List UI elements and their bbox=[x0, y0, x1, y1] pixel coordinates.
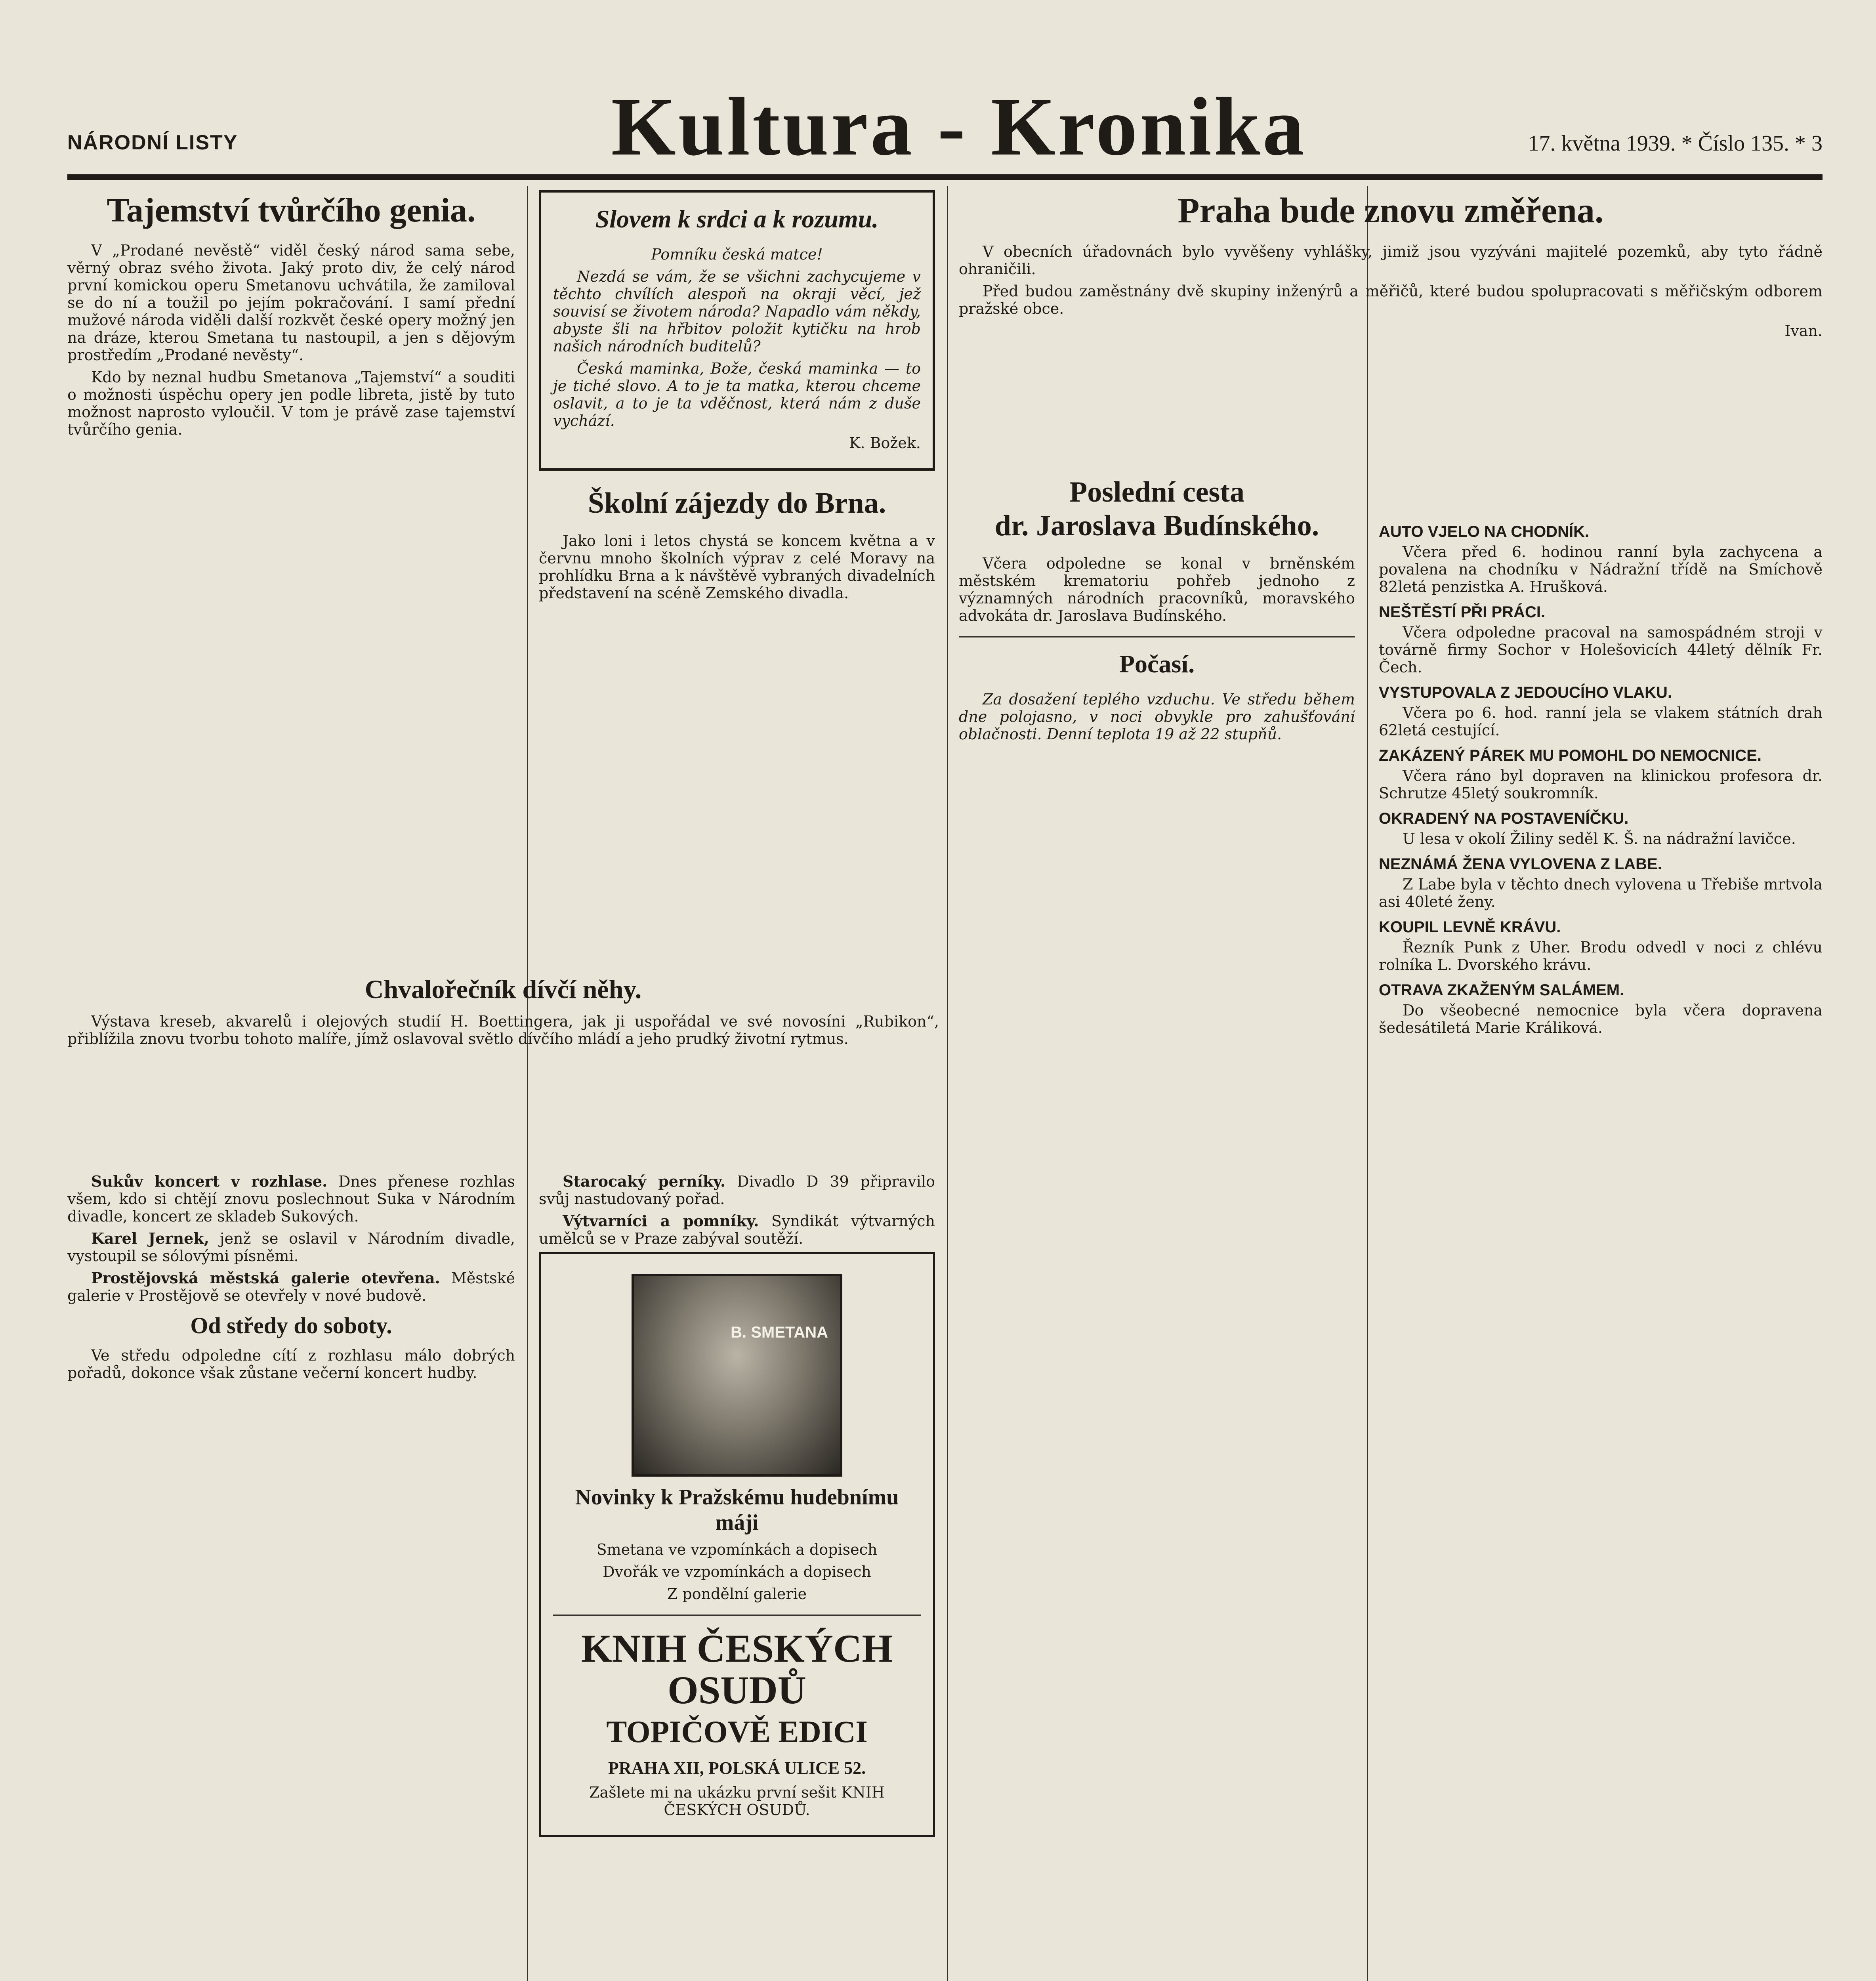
slovem-box bbox=[539, 190, 935, 471]
column-rule bbox=[947, 186, 948, 1981]
article-paragraph: Včera odpoledne se konal v brněnském městském krematoriu pohřeb jednoho z významných národních pracovníků, moravského advokáta dr. Jaroslava Budínského. bbox=[959, 555, 1355, 624]
article-headline: Školní zájezdy do Brna. bbox=[588, 487, 886, 519]
kronika-title: ZAKÁZENÝ PÁREK MU POMOHL DO NEMOCNICE. bbox=[1379, 747, 1761, 764]
kronika-text: Včera odpoledne pracoval na samospádném stroji v továrně firmy Sochor v Holešovicích 44letý dělník Fr. Čech. bbox=[1379, 624, 1823, 676]
article-greeting: Pomníku česká matce! bbox=[651, 246, 823, 263]
ad-book: Smetana ve vzpomínkách a dopisech bbox=[596, 1541, 878, 1558]
news-item: Prostějovská městská galerie otevřena. Městské galerie v Prostějově se otevřely v nové budově. bbox=[67, 1269, 515, 1304]
paper-name: NÁRODNÍ LISTY bbox=[67, 131, 238, 154]
news-item: Starocaký perníky. Divadlo D 39 připravilo svůj nastudovaný pořad. bbox=[539, 1173, 935, 1208]
kronika-text: Z Labe byla v těchto dnech vylovena u Třebiše mrtvola asi 40leté ženy. bbox=[1379, 876, 1823, 910]
article-subhead: Chvalořečník dívčí něhy. bbox=[365, 975, 642, 1004]
kronika-text: Řezník Punk z Uher. Brodu odvedl v noci z chlévu rolníka L. Dvorského krávu. bbox=[1379, 939, 1823, 973]
article-headline: Slovem k srdci a k rozumu. bbox=[595, 205, 879, 233]
issue-info: 17. května 1939. * Číslo 135. * 3 bbox=[1528, 131, 1823, 156]
article-headline: Tajemství tvůrčího genia. bbox=[107, 191, 476, 229]
kronika-text: Včera po 6. hod. ranní jela se vlakem státních drah 62letá cestující. bbox=[1379, 704, 1823, 739]
kronika-title: NEZNÁMÁ ŽENA VYLOVENA Z LABE. bbox=[1379, 855, 1662, 873]
ad-headline: KNIH ČESKÝCH OSUDŮ bbox=[581, 1626, 893, 1712]
middle-column bbox=[539, 1173, 935, 1981]
kronika-text: Včera před 6. hodinou ranní byla zachycena a povalena na chodníku v Nádražní třídě na Smíchově 82letá penzistka A. Hrušková. bbox=[1379, 543, 1823, 595]
article-paragraph: V obecních úřadovnách bylo vyvěšeny vyhlášky, jimiž jsou vyzýváni majitelé pozemků, aby tyto řádně ohraničili. bbox=[959, 243, 1823, 278]
kronika-text: Včera ráno byl dopraven na klinickou profesora dr. Schrutze 45letý soukromník. bbox=[1379, 767, 1823, 802]
kronika-title: VYSTUPOVALA Z JEDOUCÍHO VLAKU. bbox=[1379, 684, 1672, 701]
ad-address: PRAHA XII, POLSKÁ ULICE 52. bbox=[608, 1758, 866, 1778]
news-item: Výtvarníci a pomníky. Syndikát výtvarných umělců se v Praze zabýval soutěží. bbox=[539, 1212, 935, 1247]
book-advertisement bbox=[539, 1252, 935, 1837]
kronika-title: OKRADENÝ NA POSTAVENÍČKU. bbox=[1379, 810, 1629, 827]
masthead bbox=[67, 71, 1823, 180]
ad-publisher: TOPIČOVĚ EDICI bbox=[606, 1714, 868, 1749]
article-paragraph: V „Prodané nevěstě“ viděl český národ sama sebe, věrný obraz svého života. Jaký proto div, že celý národ první komickou operu Smetanovu uchvátila, že zamiloval se do ní a toužil po jejím pokračování. I samí přední mužové národa viděli další rozkvět české opery možný jen na dráze, kterou Smetana tu nastoupil, a jen s dějovým prostředím „Prodané nevěsty“. bbox=[67, 242, 515, 364]
section-title: Kultura - Kronika bbox=[611, 81, 1307, 173]
divider bbox=[553, 1615, 921, 1616]
article-signature: K. Božek. bbox=[849, 434, 921, 452]
news-item: Sukův koncert v rozhlase. Dnes přenese rozhlas všem, kdo si chtějí znovu poslechnout Suka v Národním divadle, koncert ze skladeb Sukových. bbox=[67, 1173, 515, 1225]
ad-book: Dvořák ve vzpomínkách a dopisech bbox=[603, 1563, 871, 1580]
article-praha bbox=[959, 190, 1823, 468]
kronika-title: OTRAVA ZKAŽENÝM SALÁMEM. bbox=[1379, 981, 1624, 999]
news-item: Karel Jernek, jenž se oslavil v Národním divadle, vystoupil se sólovými písněmi. bbox=[67, 1229, 515, 1265]
article-paragraph: Výstava kreseb, akvarelů i olejových studií H. Boettingera, jak ji uspořádal ve své novosíni „Rubikon“, přiblížila znovu tvorbu tohoto malíře, jímž oslavoval světlo dívčího mládí a jeho prudký životní rytmus. bbox=[67, 1013, 939, 1048]
kronika-title: AUTO VJELO NA CHODNÍK. bbox=[1379, 523, 1590, 540]
article-headline: dr. Jaroslava Budínského. bbox=[994, 510, 1319, 542]
kronika-column bbox=[1379, 515, 1823, 1981]
ad-book: Z pondělní galerie bbox=[667, 1585, 807, 1603]
article-paragraph: Jako loni i letos chystá se koncem května a v červnu mnoho školních výprav z celé Moravy na prohlídku Brna a k návštěvě vybraných divadelních představení na scéně Zemského divadla. bbox=[539, 532, 935, 602]
article-subhead: Od středy do soboty. bbox=[190, 1313, 392, 1338]
kronika-text: U lesa v okolí Žiliny seděl K. Š. na nádražní lavičce. bbox=[1403, 830, 1796, 847]
article-chvalorecnik bbox=[67, 967, 939, 1165]
article-headline: Poslední cesta bbox=[1069, 476, 1244, 508]
article-signature: Ivan. bbox=[1784, 322, 1823, 340]
article-paragraph: Ve středu odpoledne cítí z rozhlasu málo dobrých pořadů, dokonce však zůstane večerní koncert hudby. bbox=[67, 1347, 515, 1382]
kronika-title: KOUPIL LEVNĚ KRÁVU. bbox=[1379, 918, 1561, 936]
article-paragraph: Nezdá se vám, že se všichni zachycujeme v těchto chvílích alespoň na okraji věcí, jež souvisí se životem národa? Napadlo vám někdy, abyste šli na hřbitov položit kytičku na hrob našich národních buditelů? bbox=[553, 268, 921, 355]
article-paragraph: Česká maminka, Bože, česká maminka — to je tiché slovo. A to je ta matka, kterou chceme oslavit, a to je ta vděčnost, která nám z duše vychází. bbox=[553, 360, 921, 429]
budinsky-column bbox=[959, 475, 1355, 1981]
article-headline: Praha bude znovu změřena. bbox=[1178, 191, 1604, 230]
news-column bbox=[67, 1173, 515, 1981]
article-paragraph: Kdo by neznal hudbu Smetanova „Tajemství“ a souditi o možnosti úspěchu opery jen podle libreta, jistě by tuto možnost naprosto vyloučil. V tom je právě zase tajemství tvůrčího genia. bbox=[67, 368, 515, 438]
article-paragraph: Za dosažení teplého vzduchu. Ve středu během dne polojasno, v noci obvykle pro zahušťování oblačnosti. Denní teplota 19 až 22 stupňů. bbox=[959, 691, 1355, 743]
kronika-text: Do všeobecné nemocnice byla včera dopravena šedesátiletá Marie Králiková. bbox=[1379, 1002, 1823, 1036]
ad-novinky: Novinky k Pražskému hudebnímu máji bbox=[575, 1485, 899, 1535]
smetana-portrait: B. SMETANA bbox=[632, 1274, 842, 1477]
ad-footer: Zašlete mi na ukázku první sešit KNIH ČESKÝCH OSUDŮ. bbox=[589, 1784, 885, 1819]
article-genius bbox=[67, 190, 515, 963]
article-paragraph: Před budou zaměstnány dvě skupiny inženýrů a měřičů, které budou spolupracovati s měřičským odborem pražské obce. bbox=[959, 282, 1823, 317]
article-slovem bbox=[539, 190, 935, 959]
divider bbox=[959, 636, 1355, 637]
article-headline: Počasí. bbox=[1119, 650, 1195, 678]
kronika-title: NEŠTĚSTÍ PŘI PRÁCI. bbox=[1379, 603, 1546, 621]
